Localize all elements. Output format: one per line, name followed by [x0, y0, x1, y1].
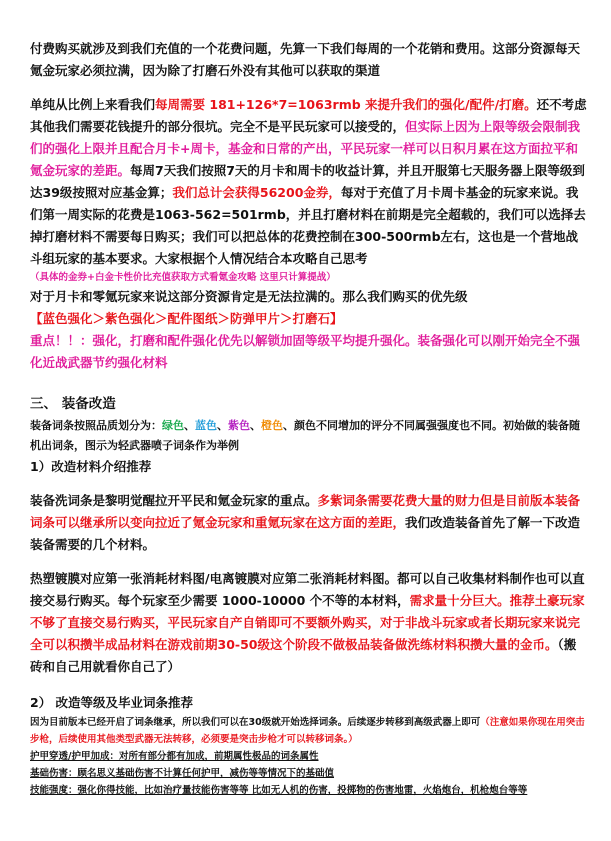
text-run: 每周需要 181+126*7=1063rmb 来提升我们的强化/配件/打磨。: [155, 97, 537, 112]
text-run: 装备词条按照品质划分为：: [30, 419, 162, 432]
text-run: 紫色: [228, 419, 250, 432]
text-run: 三、 装备改造: [30, 396, 116, 412]
subsection-title-affix-recommend: [30, 692, 587, 714]
text-run: 需求量十分巨大。推荐土豪玩家不够了直接交易行购买，平民玩家自产自销即可不要额外购买，对于非战斗玩家或者长期玩家来说完全可以积攒半成品材料在游戏前期30-50级这个阶段不做极品装备做洗练材料积攒大量的金币。: [30, 593, 585, 652]
section-intro-affix-quality: [30, 416, 587, 456]
key-point: [30, 330, 587, 374]
text-run: 、: [217, 419, 228, 432]
text-run: 基础伤害：顾名思义基础伤害不计算任何护甲，减伤等等情况下的基础值: [30, 768, 335, 779]
paragraph-weekly-cost: [30, 94, 587, 270]
text-run: 护甲穿透/护甲加成：对所有部分都有加成，前期属性极品的词条属性: [30, 751, 319, 762]
paragraph-spending-intro: [30, 38, 587, 82]
text-run: 因为目前版本已经开启了词条继承，所以我们可以在30级就开始选择词条。后续逐步转移到高级武器上即可: [30, 717, 481, 728]
text-run: 重点！！：强化，打磨和配件强化优先以解锁加固等级平均提升强化。装备强化可以刚开始完全不强化近战武器节约强化材料: [30, 333, 581, 370]
text-run: 每周7天我们按照7天的月卡和周卡的收益计算，并且开服第七天服务器上限等级到达39级按照对应基金算；: [30, 163, 585, 200]
paragraph-coating-materials: [30, 568, 587, 678]
text-run: 2） 改造等级及毕业词条推荐: [30, 695, 194, 710]
text-run: 对于月卡和零氪玩家来说这部分资源肯定是无法拉满的。那么我们购买的优先级: [30, 289, 468, 304]
text-run: 我们改造装备首先了解一下改造装备需要的几个材料。: [30, 515, 581, 552]
text-run: 装备洗词条是黎明觉醒拉开平民和氪金玩家的重点。: [30, 493, 318, 508]
text-run: （具体的金券+白金卡性价比充值获取方式看氪金攻略 这里只计算提战）: [30, 272, 336, 283]
note-gold-coupon: [30, 270, 587, 286]
text-run: 多紫词条需要花费大量的财力但是目前版本装备词条可以继承所以变向拉近了氪金玩家和重氪玩家在这方面的差距，: [30, 493, 581, 530]
affix-armor-penetration: [30, 748, 587, 765]
affix-skill-power: [30, 782, 587, 799]
text-run: 每对于充值了月卡周卡基金的玩家来说。我们第一周实际的花费是1063-562=501rmb，并且打磨材料在前期是完全超载的，我们可以选择去掉打磨材料不需要每日购买；我们可以把总体的花费控制在300-500rmb左右，这也是一个营地战斗组玩家的基本要求。大家根据个人情况结合本攻略自己思考: [30, 185, 586, 266]
text-run: 、: [250, 419, 261, 432]
text-run: 橙色: [261, 419, 283, 432]
purchase-priority: [30, 308, 587, 330]
text-run: 还不考虑其他我们需要花钱提升的部分很坑。完全不是平民玩家可以接受的，: [30, 97, 587, 134]
subsection-title-materials: [30, 456, 587, 478]
paragraph-affix-inherit: [30, 714, 587, 748]
text-run: 单纯从比例上来看我们: [30, 97, 156, 112]
text-run: 但实际上因为上限等级会限制我们的强化上限并且配合月卡+周卡，基金和日常的产出，平民玩家一样可以日积月累在这方面拉平和氪金玩家的差距。: [30, 119, 581, 178]
text-run: 蓝色: [195, 419, 217, 432]
text-run: 我们总计会获得56200金券，: [172, 185, 341, 200]
section-title-equipment-modification: [30, 392, 587, 416]
text-run: 热塑镀膜对应第一张消耗材料图/电离镀膜对应第二张消耗材料图。都可以自己收集材料制作也可以直接交易行购买。每个玩家至少需要 1000-10000 个不等的本材料，: [30, 571, 585, 608]
text-run: （注意如果你现在用突击步枪，后续使用其他类型武器无法转移，必须要是突击步枪才可以转移词条。）: [30, 717, 585, 745]
text-run: 绿色: [162, 419, 184, 432]
text-run: （搬砖和自己用就看你自己了）: [30, 637, 577, 674]
paragraph-affix-reroll: [30, 490, 587, 556]
text-run: 、颜色不同增加的评分不同属强强度也不同。初始做的装备随机出词条，图示为轻武器喷子词条作为举例: [30, 419, 580, 452]
affix-base-damage: [30, 765, 587, 782]
text-run: 1）改造材料介绍推荐: [30, 459, 152, 474]
text-run: 付费购买就涉及到我们充值的一个花费问题，先算一下我们每周的一个花销和费用。这部分资源每天氪金玩家必须拉满，因为除了打磨石外没有其他可以获取的渠道: [30, 41, 581, 78]
paragraph-priority-intro: [30, 286, 587, 308]
text-run: 技能强度：强化你得技能，比如治疗量技能伤害等等 比如无人机的伤害，投掷物的伤害地雷，火焰炮台，机枪炮台等等: [30, 785, 528, 796]
text-run: 、: [184, 419, 195, 432]
text-run: 【蓝色强化＞紫色强化＞配件图纸＞防弹甲片＞打磨石】: [30, 311, 343, 326]
